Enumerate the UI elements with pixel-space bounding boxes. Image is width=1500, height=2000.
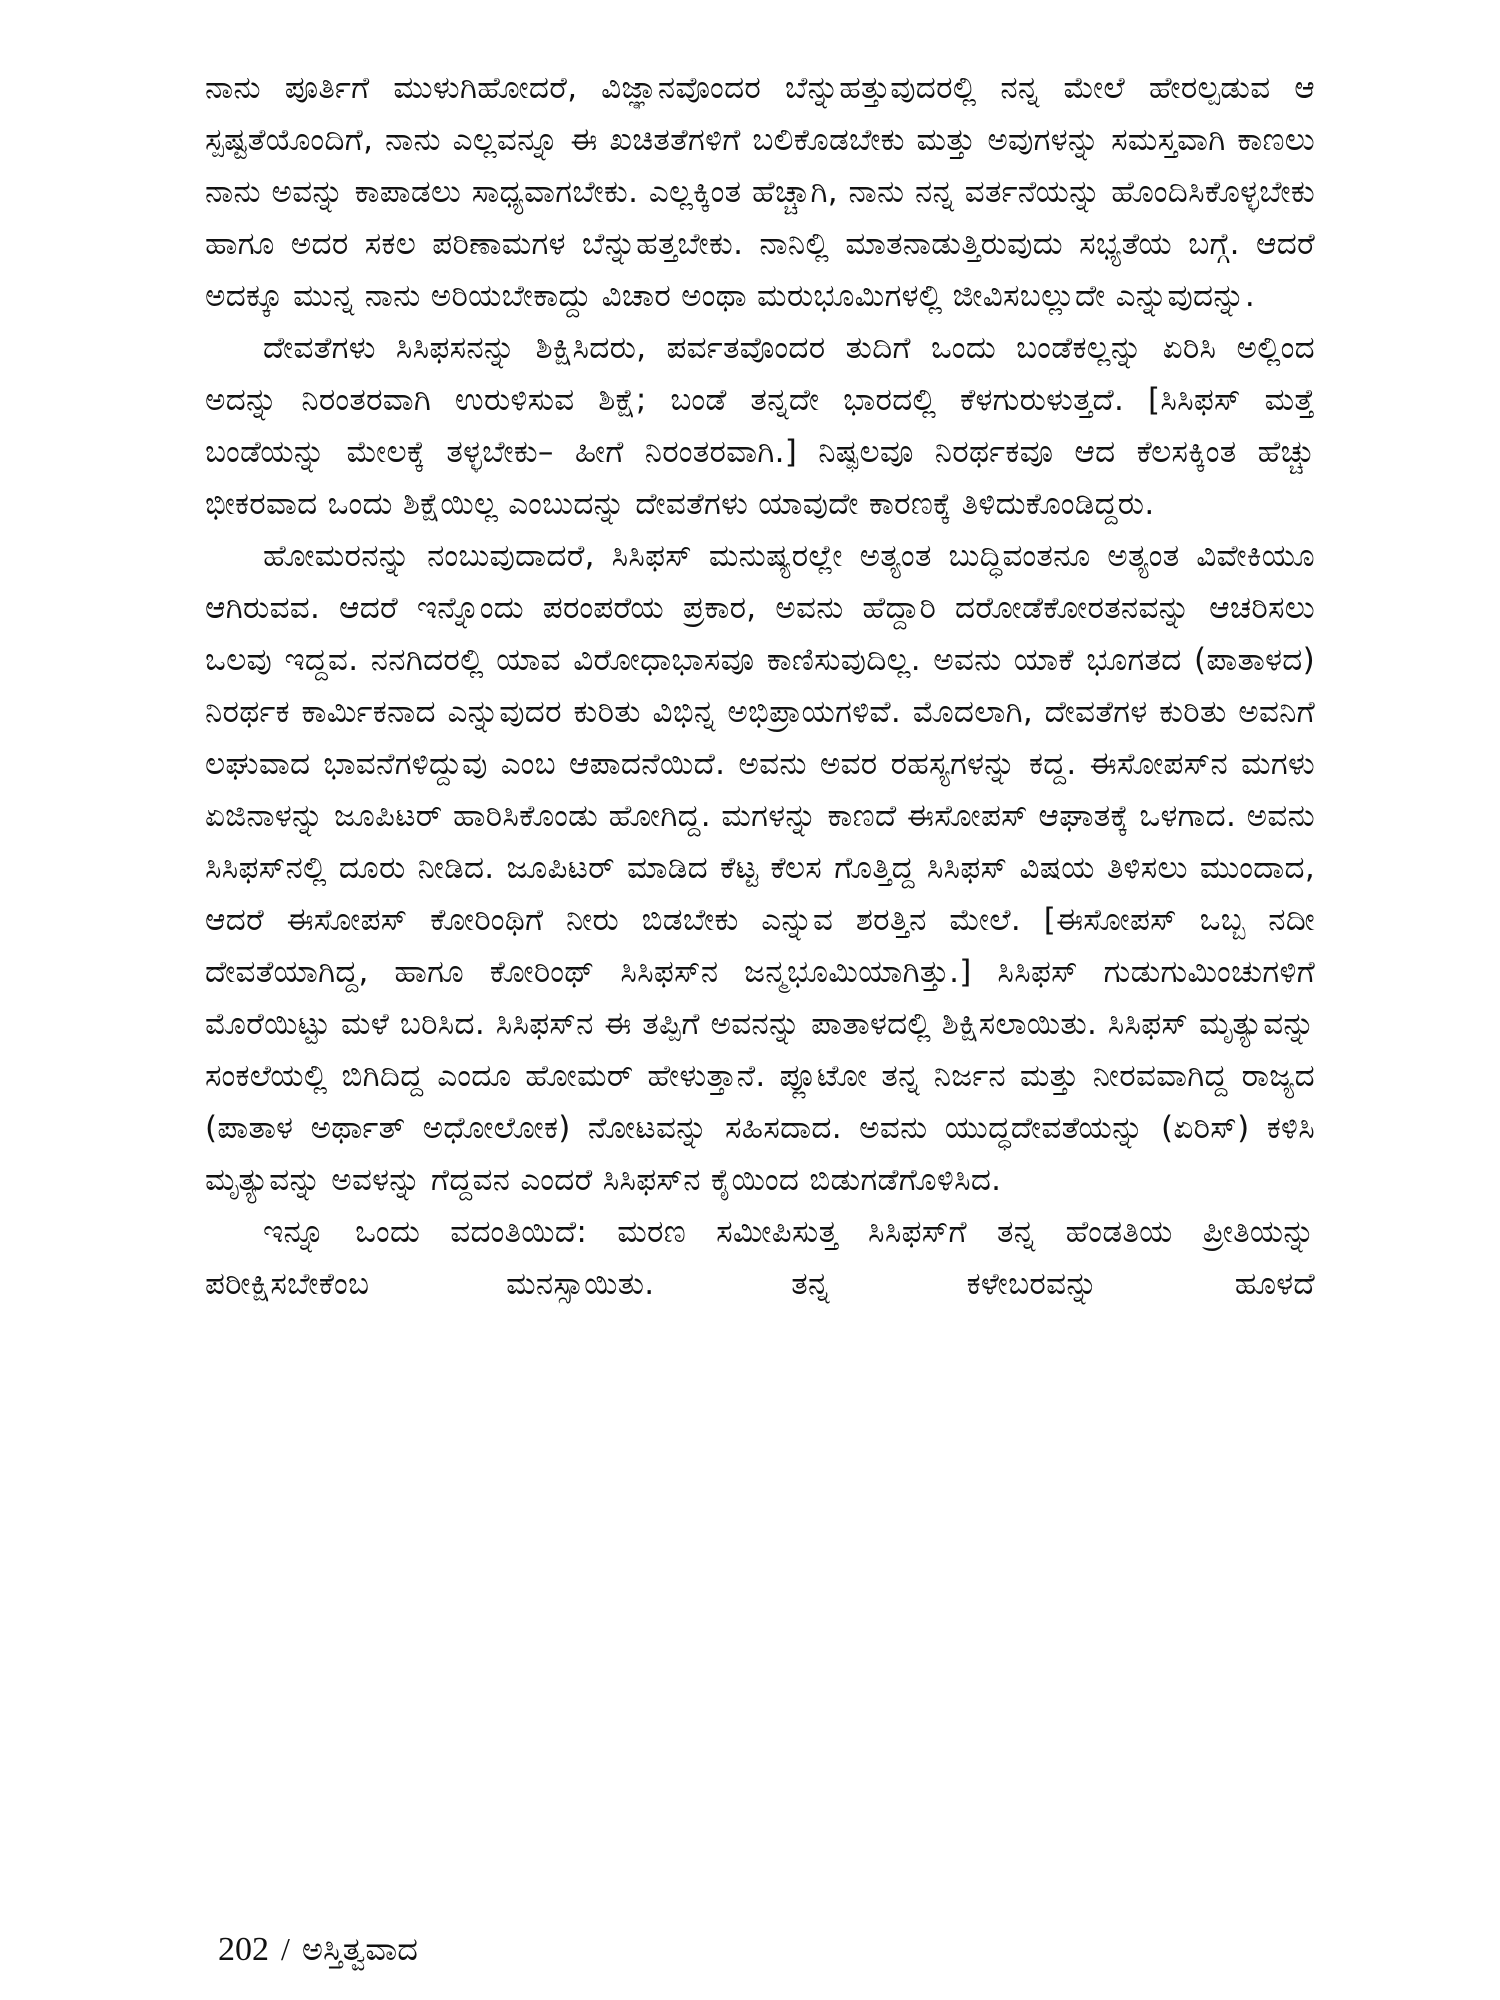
page-body <box>205 62 1315 1310</box>
page-footer <box>218 1930 418 1969</box>
paragraph-1: ನಾನು ಪೂರ್ತಿಗೆ ಮುಳುಗಿಹೋದರೆ, ವಿಜ್ಞಾನವೊಂದರ ಬೆನ್ನುಹತ್ತುವುದರಲ್ಲಿ ನನ್ನ ಮೇಲೆ ಹೇರಲ್ಪಡುವ ಆ ಸ್ಪಷ್ಟತೆಯೊಂದಿಗೆ, ನಾನು ಎಲ್ಲವನ್ನೂ ಈ ಖಚಿತತೆಗಳಿಗೆ ಬಲಿಕೊಡಬೇಕು ಮತ್ತು ಅವುಗಳನ್ನು ಸಮಸ್ತವಾಗಿ ಕಾಣಲು ನಾನು ಅವನ್ನು ಕಾಪಾಡಲು ಸಾಧ್ಯವಾಗಬೇಕು. ಎಲ್ಲಕ್ಕಿಂತ ಹೆಚ್ಚಾಗಿ, ನಾನು ನನ್ನ ವರ್ತನೆಯನ್ನು ಹೊಂದಿಸಿಕೊಳ್ಳಬೇಕು ಹಾಗೂ ಅದರ ಸಕಲ ಪರಿಣಾಮಗಳ ಬೆನ್ನುಹತ್ತಬೇಕು. ನಾನಿಲ್ಲಿ ಮಾತನಾಡುತ್ತಿರುವುದು ಸಭ್ಯತೆಯ ಬಗ್ಗೆ. ಆದರೆ ಅದಕ್ಕೂ ಮುನ್ನ ನಾನು ಅರಿಯಬೇಕಾದ್ದು ವಿಚಾರ ಅಂಥಾ ಮರುಭೂಮಿಗಳಲ್ಲಿ ಜೀವಿಸಬಲ್ಲುದೇ ಎನ್ನುವುದನ್ನು. <box>205 70 1315 314</box>
paragraph-2: ದೇವತೆಗಳು ಸಿಸಿಫಸನನ್ನು ಶಿಕ್ಷಿಸಿದರು, ಪರ್ವತವೊಂದರ ತುದಿಗೆ ಒಂದು ಬಂಡೆಕಲ್ಲನ್ನು ಏರಿಸಿ ಅಲ್ಲಿಂದ ಅದನ್ನು ನಿರಂತರವಾಗಿ ಉರುಳಿಸುವ ಶಿಕ್ಷೆ; ಬಂಡೆ ತನ್ನದೇ ಭಾರದಲ್ಲಿ ಕೆಳಗುರುಳುತ್ತದೆ. [ಸಿಸಿಫಸ್ ಮತ್ತೆ ಬಂಡೆಯನ್ನು ಮೇಲಕ್ಕೆ ತಳ್ಳಬೇಕು– ಹೀಗೆ ನಿರಂತರವಾಗಿ.] ನಿಷ್ಫಲವೂ ನಿರರ್ಥಕವೂ ಆದ ಕೆಲಸಕ್ಕಿಂತ ಹೆಚ್ಚು ಭೀಕರವಾದ ಒಂದು ಶಿಕ್ಷೆಯಿಲ್ಲ ಎಂಬುದನ್ನು ದೇವತೆಗಳು ಯಾವುದೇ ಕಾರಣಕ್ಕೆ ತಿಳಿದುಕೊಂಡಿದ್ದರು. <box>205 330 1315 522</box>
paragraph-3: ಹೋಮರನನ್ನು ನಂಬುವುದಾದರೆ, ಸಿಸಿಫಸ್ ಮನುಷ್ಯರಲ್ಲೇ ಅತ್ಯಂತ ಬುದ್ಧಿವಂತನೂ ಅತ್ಯಂತ ವಿವೇಕಿಯೂ ಆಗಿರುವವ. ಆದರೆ ಇನ್ನೊಂದು ಪರಂಪರೆಯ ಪ್ರಕಾರ, ಅವನು ಹೆದ್ದಾರಿ ದರೋಡೆಕೋರತನವನ್ನು ಆಚರಿಸಲು ಒಲವು ಇದ್ದವ. ನನಗಿದರಲ್ಲಿ ಯಾವ ವಿರೋಧಾಭಾಸವೂ ಕಾಣಿಸುವುದಿಲ್ಲ. ಅವನು ಯಾಕೆ ಭೂಗತದ (ಪಾತಾಳದ) ನಿರರ್ಥಕ ಕಾರ್ಮಿಕನಾದ ಎನ್ನುವುದರ ಕುರಿತು ವಿಭಿನ್ನ ಅಭಿಪ್ರಾಯಗಳಿವೆ. ಮೊದಲಾಗಿ, ದೇವತೆಗಳ ಕುರಿತು ಅವನಿಗೆ ಲಘುವಾದ ಭಾವನೆಗಳಿದ್ದುವು ಎಂಬ ಆಪಾದನೆಯಿದೆ. ಅವನು ಅವರ ರಹಸ್ಯಗಳನ್ನು ಕದ್ದ. ಈಸೋಪಸ್‌ನ ಮಗಳು ಏಜಿನಾಳನ್ನು ಜೂಪಿಟರ್ ಹಾರಿಸಿಕೊಂಡು ಹೋಗಿದ್ದ. ಮಗಳನ್ನು ಕಾಣದೆ ಈಸೋಪಸ್ ಆಘಾತಕ್ಕೆ ಒಳಗಾದ. ಅವನು ಸಿಸಿಫಸ್‌ನಲ್ಲಿ ದೂರು ನೀಡಿದ. ಜೂಪಿಟರ್ ಮಾಡಿದ ಕೆಟ್ಟ ಕೆಲಸ ಗೊತ್ತಿದ್ದ ಸಿಸಿಫಸ್ ವಿಷಯ ತಿಳಿಸಲು ಮುಂದಾದ, ಆದರೆ ಈಸೋಪಸ್ ಕೋರಿಂಥಿಗೆ ನೀರು ಬಿಡಬೇಕು ಎನ್ನುವ ಶರತ್ತಿನ ಮೇಲೆ. [ಈಸೋಪಸ್ ಒಬ್ಬ ನದೀ ದೇವತೆಯಾಗಿದ್ದ, ಹಾಗೂ ಕೋರಿಂಥ್ ಸಿಸಿಫಸ್‌ನ ಜನ್ಮಭೂಮಿಯಾಗಿತ್ತು.] ಸಿಸಿಫಸ್ ಗುಡುಗುಮಿಂಚುಗಳಿಗೆ ಮೊರೆಯಿಟ್ಟು ಮಳೆ ಬರಿಸಿದ. ಸಿಸಿಫಸ್‌ನ ಈ ತಪ್ಪಿಗೆ ಅವನನ್ನು ಪಾತಾಳದಲ್ಲಿ ಶಿಕ್ಷಿಸಲಾಯಿತು. ಸಿಸಿಫಸ್ ಮೃತ್ಯುವನ್ನು ಸಂಕಲೆಯಲ್ಲಿ ಬಿಗಿದಿದ್ದ ಎಂದೂ ಹೋಮರ್ ಹೇಳುತ್ತಾನೆ. ಪ್ಲೂಟೋ ತನ್ನ ನಿರ್ಜನ ಮತ್ತು ನೀರವವಾಗಿದ್ದ ರಾಜ್ಯದ (ಪಾತಾಳ ಅರ್ಥಾತ್ ಅಧೋಲೋಕ) ನೋಟವನ್ನು ಸಹಿಸದಾದ. ಅವನು ಯುದ್ಧದೇವತೆಯನ್ನು (ಏರಿಸ್) ಕಳಿಸಿ ಮೃತ್ಯುವನ್ನು ಅವಳನ್ನು ಗೆದ್ದವನ ಎಂದರೆ ಸಿಸಿಫಸ್‌ನ ಕೈಯಿಂದ ಬಿಡುಗಡೆಗೊಳಿಸಿದ. <box>205 538 1315 1198</box>
paragraph-4: ಇನ್ನೂ ಒಂದು ವದಂತಿಯಿದೆ: ಮರಣ ಸಮೀಪಿಸುತ್ತ ಸಿಸಿಫಸ್‌ಗೆ ತನ್ನ ಹೆಂಡತಿಯ ಪ್ರೀತಿಯನ್ನು ಪರೀಕ್ಷಿಸಬೇಕೆಂಬ ಮನಸ್ಸಾಯಿತು. ತನ್ನ ಕಳೇಬರವನ್ನು ಹೂಳದೆ <box>205 1214 1315 1302</box>
running-title: ಅಸ್ತಿತ್ವವಾದ <box>301 1930 418 1968</box>
page-number: 202 <box>218 1931 269 1968</box>
footer-separator: / <box>281 1931 290 1967</box>
